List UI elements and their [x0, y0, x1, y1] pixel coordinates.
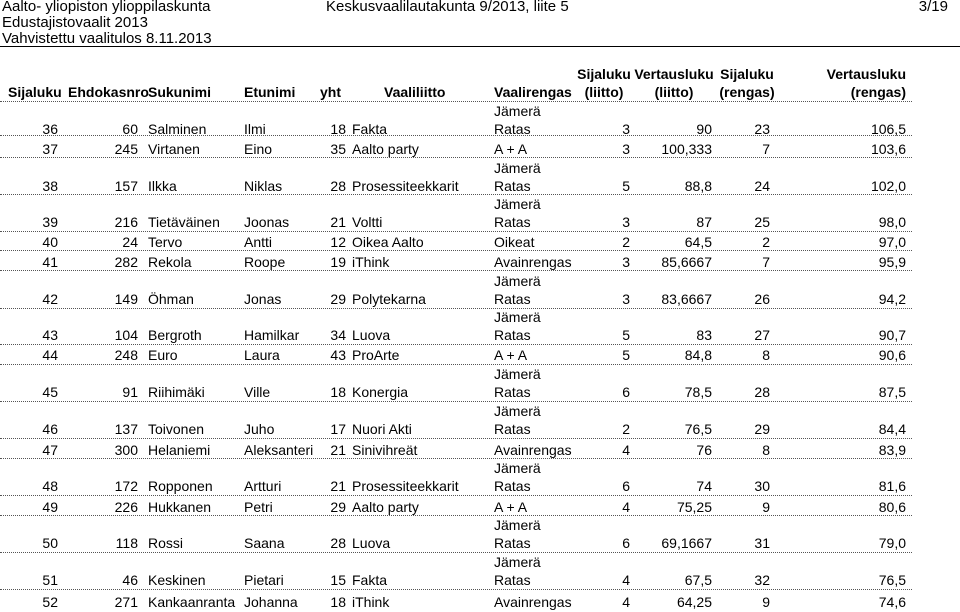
cell-etunimi: Antti [244, 234, 273, 250]
col-vertausluku-rengas-1: Vertausluku [826, 66, 906, 82]
cell-sukunimi: Bergroth [148, 327, 202, 343]
cell-ehdokasnro: 216 [114, 214, 138, 230]
cell-vaaliliitto: ProArte [352, 347, 400, 363]
header-separator [0, 101, 912, 102]
cell-vertausluku-liitto: 88,8 [684, 178, 712, 194]
cell-ehdokasnro: 282 [114, 254, 138, 270]
cell-sukunimi: Tervo [148, 234, 183, 250]
cell-vertausluku-liitto: 76,5 [684, 421, 712, 437]
cell-sukunimi: Euro [148, 347, 178, 363]
cell-sukunimi: Toivonen [148, 421, 205, 437]
cell-sijaluku-rengas: 29 [754, 421, 770, 437]
cell-vaalirengas: A + A [494, 141, 528, 157]
col-vertausluku-liitto-2: (liitto) [654, 84, 694, 100]
col-vertausluku-rengas-2: (rengas) [850, 84, 906, 100]
cell-etunimi: Niklas [244, 178, 283, 194]
col-vertausluku-liitto-1: Vertausluku [634, 66, 714, 82]
cell-sukunimi: Ilkka [148, 178, 177, 194]
cell-vaalirengas: A + A [494, 499, 528, 515]
cell-sijaluku-rengas: 8 [762, 347, 770, 363]
cell-etunimi: Ville [244, 384, 271, 400]
row-separator [0, 270, 912, 271]
cell-vaaliliitto: Luova [352, 327, 391, 343]
cell-sijaluku: 47 [42, 442, 58, 458]
cell-sijaluku-rengas: 30 [754, 478, 770, 494]
cell-vaalirengas-prefix: Jämerä [494, 309, 541, 325]
cell-vaalirengas-prefix: Jämerä [494, 460, 541, 476]
cell-sijaluku-liitto: 4 [622, 572, 630, 588]
cell-vaalirengas: Ratas [494, 121, 531, 137]
cell-vertausluku-rengas: 83,9 [878, 442, 906, 458]
cell-sijaluku-liitto: 2 [622, 421, 630, 437]
cell-sukunimi: Hukkanen [148, 499, 212, 515]
cell-yht: 18 [330, 594, 346, 610]
cell-yht: 12 [330, 234, 346, 250]
cell-sijaluku-rengas: 28 [754, 384, 770, 400]
row-separator [0, 194, 912, 195]
cell-sijaluku-liitto: 5 [622, 327, 630, 343]
row-separator [0, 157, 912, 158]
cell-etunimi: Eino [244, 141, 273, 157]
cell-sijaluku: 41 [42, 254, 58, 270]
cell-vaalirengas: Avainrengas [494, 254, 572, 270]
cell-vaalirengas: Ratas [494, 178, 531, 194]
cell-etunimi: Artturi [244, 478, 282, 494]
cell-vaalirengas: Ratas [494, 384, 531, 400]
cell-sijaluku-liitto: 6 [622, 535, 630, 551]
col-yht: yht [320, 84, 341, 100]
cell-etunimi: Aleksanteri [244, 442, 314, 458]
cell-vaaliliitto: Polytekarna [352, 291, 426, 307]
cell-sijaluku-liitto: 4 [622, 442, 630, 458]
cell-sijaluku-liitto: 3 [622, 291, 630, 307]
cell-sijaluku-rengas: 32 [754, 572, 770, 588]
cell-etunimi: Ilmi [244, 121, 266, 137]
cell-sijaluku-liitto: 4 [622, 499, 630, 515]
cell-sijaluku: 52 [42, 594, 58, 610]
cell-vaalirengas: Oikeat [494, 234, 535, 250]
cell-ehdokasnro: 226 [114, 499, 138, 515]
cell-sijaluku: 39 [42, 214, 58, 230]
cell-vertausluku-rengas: 74,6 [878, 594, 906, 610]
cell-vaalirengas: Avainrengas [494, 442, 572, 458]
cell-yht: 34 [330, 327, 346, 343]
cell-yht: 15 [330, 572, 346, 588]
cell-vertausluku-liitto: 87 [696, 214, 712, 230]
cell-vaalirengas-prefix: Jämerä [494, 103, 541, 119]
cell-vaalirengas-prefix: Jämerä [494, 273, 541, 289]
cell-sijaluku: 44 [42, 347, 58, 363]
cell-vaaliliitto: Luova [352, 535, 391, 551]
col-sijaluku-rengas-1: Sijaluku [720, 66, 774, 82]
cell-vertausluku-liitto: 74 [696, 478, 712, 494]
cell-ehdokasnro: 271 [114, 594, 138, 610]
cell-vaaliliitto: Oikea Aalto [352, 234, 424, 250]
cell-vertausluku-rengas: 76,5 [878, 572, 906, 588]
cell-sijaluku-rengas: 24 [754, 178, 770, 194]
cell-sijaluku-rengas: 7 [762, 254, 770, 270]
cell-vaalirengas-prefix: Jämerä [494, 160, 541, 176]
cell-vertausluku-liitto: 78,5 [684, 384, 712, 400]
cell-yht: 21 [330, 214, 346, 230]
cell-sijaluku-liitto: 3 [622, 214, 630, 230]
cell-sijaluku-rengas: 7 [762, 141, 770, 157]
cell-ehdokasnro: 157 [114, 178, 138, 194]
cell-vaaliliitto: Prosessiteekkarit [352, 478, 459, 494]
cell-vertausluku-liitto: 64,25 [676, 594, 712, 610]
cell-yht: 17 [330, 421, 346, 437]
cell-sukunimi: Riihimäki [148, 384, 205, 400]
cell-vertausluku-rengas: 80,6 [878, 499, 906, 515]
cell-vertausluku-liitto: 84,8 [684, 347, 712, 363]
cell-sukunimi: Rossi [148, 535, 184, 551]
cell-etunimi: Juho [244, 421, 275, 437]
cell-vaalirengas: Ratas [494, 327, 531, 343]
cell-sijaluku-rengas: 9 [762, 594, 770, 610]
cell-sukunimi: Helaniemi [148, 442, 211, 458]
cell-vertausluku-rengas: 84,4 [878, 421, 906, 437]
cell-vaaliliitto: Prosessiteekkarit [352, 178, 459, 194]
cell-sijaluku: 43 [42, 327, 58, 343]
cell-vaaliliitto: Aalto party [352, 499, 419, 515]
cell-vertausluku-rengas: 97,0 [878, 234, 906, 250]
cell-vertausluku-rengas: 90,6 [878, 347, 906, 363]
cell-ehdokasnro: 245 [114, 141, 138, 157]
cell-sijaluku: 51 [42, 572, 58, 588]
cell-vaalirengas: Ratas [494, 535, 531, 551]
cell-ehdokasnro: 248 [114, 347, 138, 363]
row-separator [0, 344, 912, 345]
cell-vertausluku-liitto: 69,1667 [661, 535, 712, 551]
cell-etunimi: Hamilkar [244, 327, 300, 343]
cell-vertausluku-rengas: 102,0 [870, 178, 906, 194]
cell-vertausluku-liitto: 64,5 [684, 234, 712, 250]
cell-yht: 35 [330, 141, 346, 157]
row-separator [0, 364, 912, 365]
cell-sijaluku: 42 [42, 291, 58, 307]
cell-sijaluku-rengas: 31 [754, 535, 770, 551]
row-separator [0, 589, 912, 590]
cell-sukunimi: Salminen [148, 121, 207, 137]
cell-vaalirengas: Avainrengas [494, 594, 572, 610]
cell-vaaliliitto: Konergia [352, 384, 409, 400]
cell-ehdokasnro: 24 [122, 234, 138, 250]
cell-sijaluku: 36 [42, 121, 58, 137]
row-separator [0, 458, 912, 459]
cell-sijaluku-rengas: 8 [762, 442, 770, 458]
row-separator [0, 552, 912, 553]
cell-vaalirengas-prefix: Jämerä [494, 517, 541, 533]
cell-sijaluku: 38 [42, 178, 58, 194]
cell-vaaliliitto: Fakta [352, 121, 388, 137]
election-title: Edustajistovaalit 2013 [2, 14, 148, 31]
cell-sukunimi: Öhman [148, 291, 194, 307]
cell-etunimi: Saana [244, 535, 285, 551]
cell-ehdokasnro: 172 [114, 478, 138, 494]
cell-vaalirengas: Ratas [494, 214, 531, 230]
row-separator [0, 231, 912, 232]
cell-vaaliliitto: Voltti [352, 214, 383, 230]
cell-yht: 18 [330, 121, 346, 137]
row-separator [0, 515, 912, 516]
cell-sijaluku-liitto: 4 [622, 594, 630, 610]
cell-ehdokasnro: 137 [114, 421, 138, 437]
cell-vaalirengas-prefix: Jämerä [494, 366, 541, 382]
cell-vaalirengas: Ratas [494, 291, 531, 307]
cell-vertausluku-rengas: 94,2 [878, 291, 906, 307]
col-sijaluku-rengas-2: (rengas) [719, 84, 775, 100]
cell-yht: 29 [330, 291, 346, 307]
cell-sijaluku-rengas: 26 [754, 291, 770, 307]
cell-vertausluku-rengas: 103,6 [870, 141, 906, 157]
cell-vertausluku-rengas: 95,9 [878, 254, 906, 270]
cell-ehdokasnro: 46 [122, 572, 138, 588]
col-vaalirengas: Vaalirengas [494, 84, 572, 100]
cell-vaaliliitto: iThink [352, 254, 390, 270]
cell-sijaluku-liitto: 5 [622, 347, 630, 363]
cell-vertausluku-liitto: 83 [696, 327, 712, 343]
cell-sukunimi: Ropponen [148, 478, 213, 494]
cell-etunimi: Joonas [244, 214, 290, 230]
cell-sijaluku: 45 [42, 384, 58, 400]
col-sukunimi: Sukunimi [148, 84, 212, 100]
cell-yht: 21 [330, 442, 346, 458]
cell-vertausluku-rengas: 106,5 [870, 121, 906, 137]
cell-yht: 28 [330, 535, 346, 551]
cell-etunimi: Johanna [244, 594, 298, 610]
cell-ehdokasnro: 60 [122, 121, 138, 137]
cell-sijaluku-rengas: 25 [754, 214, 770, 230]
cell-vaaliliitto: Aalto party [352, 141, 419, 157]
cell-ehdokasnro: 118 [115, 535, 138, 551]
cell-sijaluku-rengas: 27 [754, 327, 770, 343]
cell-sijaluku: 49 [42, 499, 58, 515]
cell-sijaluku: 46 [42, 421, 58, 437]
cell-sijaluku: 40 [42, 234, 58, 250]
cell-vaalirengas: A + A [494, 347, 528, 363]
cell-vertausluku-rengas: 81,6 [878, 478, 906, 494]
cell-vaaliliitto: Nuori Akti [352, 421, 412, 437]
cell-sijaluku: 50 [42, 535, 58, 551]
cell-vertausluku-liitto: 67,5 [684, 572, 712, 588]
row-separator [0, 438, 912, 439]
confirmation-date: Vahvistettu vaalitulos 8.11.2013 [2, 30, 212, 47]
cell-vaalirengas-prefix: Jämerä [494, 196, 541, 212]
page-number: 3/19 [918, 0, 948, 15]
cell-vaaliliitto: Sinivihreät [352, 442, 418, 458]
cell-sijaluku-liitto: 6 [622, 384, 630, 400]
cell-sijaluku: 37 [42, 141, 58, 157]
cell-sukunimi: Virtanen [148, 141, 200, 157]
cell-vaalirengas: Ratas [494, 421, 531, 437]
cell-vaaliliitto: Fakta [352, 572, 388, 588]
cell-sijaluku-rengas: 23 [754, 121, 770, 137]
cell-vertausluku-liitto: 90 [696, 121, 712, 137]
cell-sukunimi: Keskinen [148, 572, 206, 588]
cell-yht: 18 [330, 384, 346, 400]
col-ehdokasnro: Ehdokasnro [68, 84, 149, 100]
cell-sijaluku-liitto: 3 [622, 254, 630, 270]
cell-etunimi: Petri [244, 499, 273, 515]
cell-ehdokasnro: 149 [114, 291, 138, 307]
cell-etunimi: Roope [244, 254, 286, 270]
cell-vaalirengas: Ratas [494, 572, 531, 588]
col-sijaluku: Sijaluku [8, 84, 62, 100]
cell-yht: 29 [330, 499, 346, 515]
row-separator [0, 495, 912, 496]
cell-sijaluku-liitto: 5 [622, 178, 630, 194]
col-sijaluku-liitto-2: (liitto) [584, 84, 624, 100]
cell-yht: 28 [330, 178, 346, 194]
cell-sijaluku-liitto: 2 [622, 234, 630, 250]
cell-vertausluku-rengas: 98,0 [878, 214, 906, 230]
cell-vertausluku-liitto: 83,6667 [661, 291, 712, 307]
cell-vaalirengas-prefix: Jämerä [494, 554, 541, 570]
cell-sijaluku-liitto: 6 [622, 478, 630, 494]
col-sijaluku-liitto-1: Sijaluku [577, 66, 631, 82]
cell-sijaluku-rengas: 2 [762, 234, 770, 250]
cell-vertausluku-liitto: 100,333 [661, 141, 712, 157]
cell-sijaluku-rengas: 9 [762, 499, 770, 515]
cell-sukunimi: Rekola [148, 254, 192, 270]
cell-yht: 19 [330, 254, 346, 270]
cell-ehdokasnro: 300 [114, 442, 138, 458]
cell-ehdokasnro: 91 [122, 384, 138, 400]
cell-etunimi: Laura [244, 347, 280, 363]
cell-sijaluku-liitto: 3 [622, 141, 630, 157]
col-vaaliliitto: Vaaliliitto [384, 84, 446, 100]
cell-ehdokasnro: 104 [114, 327, 138, 343]
row-separator [0, 135, 912, 136]
cell-sijaluku: 48 [42, 478, 58, 494]
cell-yht: 43 [330, 347, 346, 363]
cell-sukunimi: Tietäväinen [148, 214, 220, 230]
cell-yht: 21 [330, 478, 346, 494]
cell-vertausluku-rengas: 87,5 [878, 384, 906, 400]
cell-vertausluku-liitto: 85,6667 [661, 254, 712, 270]
cell-vaalirengas: Ratas [494, 478, 531, 494]
cell-sijaluku-liitto: 3 [622, 121, 630, 137]
col-etunimi: Etunimi [244, 84, 296, 100]
attachment-label: Keskusvaalilautakunta 9/2013, liite 5 [326, 0, 569, 15]
org-name: Aalto- yliopiston ylioppilaskunta [2, 0, 211, 15]
cell-vertausluku-rengas: 79,0 [878, 535, 906, 551]
row-separator [0, 401, 912, 402]
cell-vertausluku-liitto: 76 [696, 442, 712, 458]
cell-vaaliliitto: iThink [352, 594, 390, 610]
row-separator [0, 308, 912, 309]
cell-etunimi: Jonas [244, 291, 282, 307]
cell-sukunimi: Kankaanranta [148, 594, 236, 610]
cell-vertausluku-rengas: 90,7 [878, 327, 906, 343]
row-separator [0, 250, 912, 251]
cell-vertausluku-liitto: 75,25 [676, 499, 712, 515]
cell-etunimi: Pietari [244, 572, 284, 588]
cell-vaalirengas-prefix: Jämerä [494, 403, 541, 419]
